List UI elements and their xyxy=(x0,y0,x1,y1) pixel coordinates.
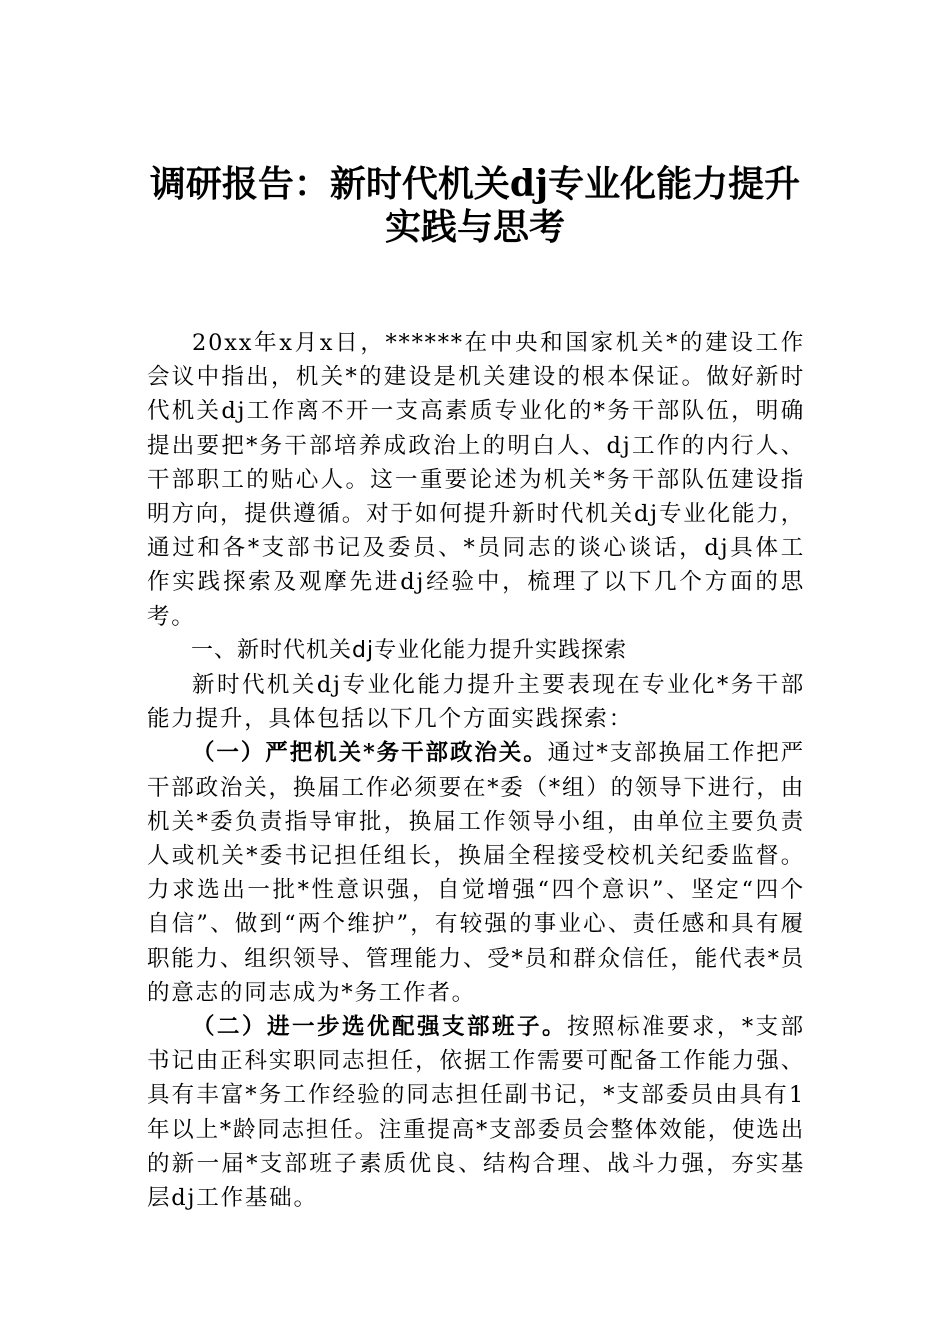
item-paragraph-2 xyxy=(147,1010,805,1215)
item-1-lead: （一）严把机关*务干部政治关。 xyxy=(192,740,548,767)
document-title-line1: 调研报告：新时代机关dj专业化能力提升 xyxy=(149,163,801,205)
item-paragraph-1 xyxy=(147,736,805,1010)
intro-paragraph: 20xx年x月x日，******在中央和国家机关*的建设工作会议中指出，机关*的建设是机关建设的根本保证。做好新时代机关dj工作离不开一支高素质专业化的*务干部队伍，明确提出要把*务干部培养成政治上的明白人、dj工作的内行人、干部职工的贴心人。这一重要论述为机关*务干部队伍建设指明方向，提供遵循。对于如何提升新时代机关dj专业化能力，通过和各*支部书记及委员、*员同志的谈心谈话，dj具体工作实践探索及观摩先进dj经验中，梳理了以下几个方面的思考。 xyxy=(147,330,805,630)
item-1-text: 通过*支部换届工作把严干部政治关，换届工作必须要在*委（*组）的领导下进行，由机关*委负责指导审批，换届工作领导小组，由单位主要负责人或机关*委书记担任组长，换届全程接受校机关纪委监督。力求选出一批*性意识强，自觉增强“四个意识”、坚定“四个自信”、做到“两个维护”，有较强的事业心、责任感和具有履职能力、组织领导、管理能力、受*员和群众信任，能代表*员的意志的同志成为*务工作者。 xyxy=(147,740,805,1006)
item-2-text: 按照标准要求，*支部书记由正科实职同志担任，依据工作需要可配备工作能力强、具有丰富*务工作经验的同志担任副书记，*支部委员由具有1年以上*龄同志担任。注重提高*支部委员会整体效能，使选出的新一届*支部班子素质优良、结构合理、战斗力强，夯实基层dj工作基础。 xyxy=(147,1014,805,1212)
document-title-line2: 实践与思考 xyxy=(384,206,565,248)
section-paragraph: 新时代机关dj专业化能力提升主要表现在专业化*务干部能力提升，具体包括以下几个方面实践探索： xyxy=(147,672,805,733)
section-heading-1: 一、新时代机关dj专业化能力提升实践探索 xyxy=(191,637,628,663)
item-2-lead: （二）进一步选优配强支部班子。 xyxy=(192,1014,567,1041)
document-body xyxy=(147,326,805,1215)
